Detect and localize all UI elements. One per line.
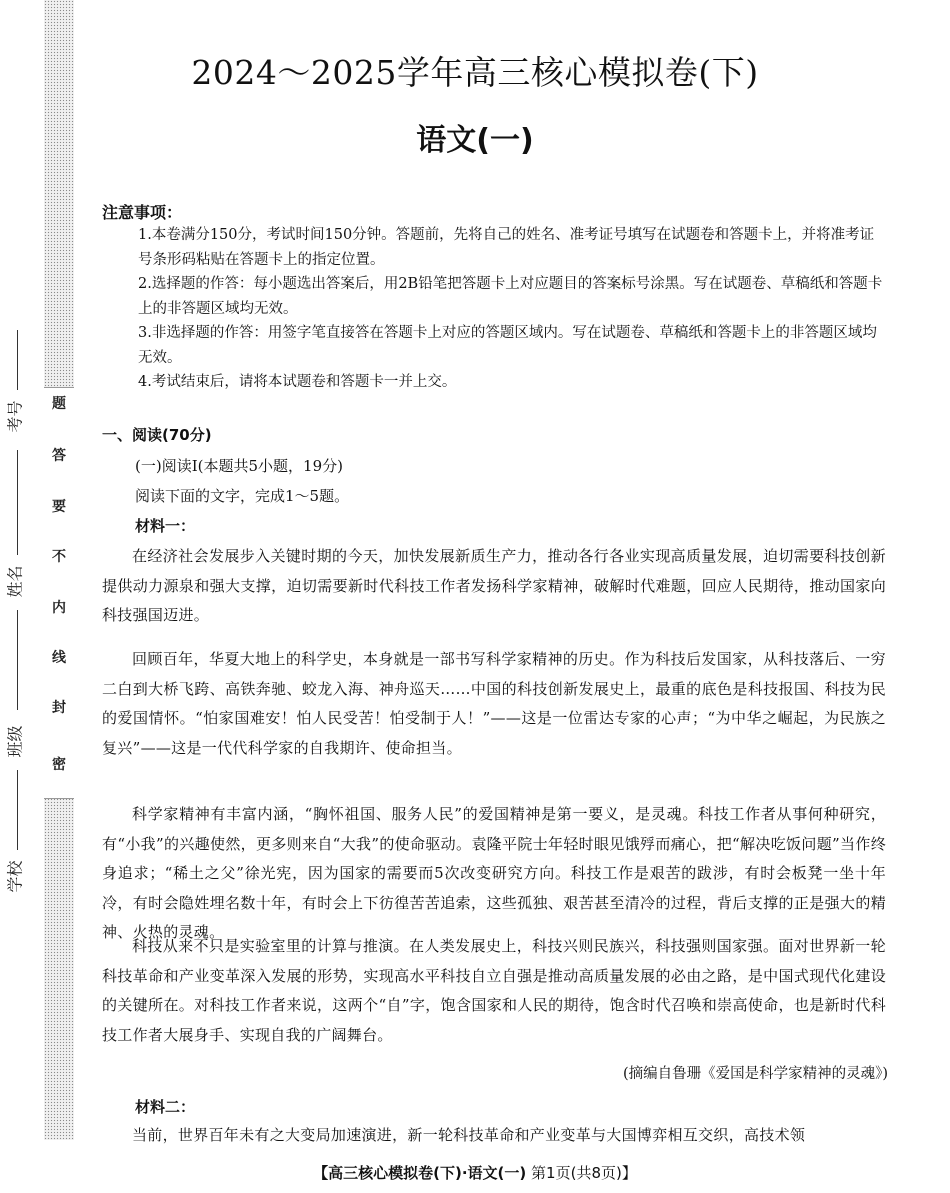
- seal-char: 题: [52, 396, 66, 412]
- notice-item: 2.选择题的作答：每小题选出答案后，用2B铅笔把答题卡上对应题目的答案标号涂黑。写在试题卷、草稿纸和答题卡上的非答题区域均无效。: [138, 276, 883, 317]
- label-xuexiao: 学校: [5, 860, 25, 893]
- paragraph: 回顾百年，华夏大地上的科学史，本身就是一部书写科学家精神的历史。作为科技后发国家，从科技落后、一穷二白到大桥飞跨、高铁奔驰、蛟龙入海、神舟巡天……中国的科技创新发展史上，最重的底色是科技报国、科技为民的爱国情怀。“怕家国难安！怕人民受苦！怕受制于人！”——这是一位雷达专家的心声；“为中华之崛起，为民族之复兴”——这是一代代科学家的自我期许、使命担当。: [102, 650, 886, 757]
- subsection-heading: (一)阅读Ⅰ(本题共5小题，19分): [135, 457, 343, 475]
- xingming-line: [17, 450, 18, 555]
- seal-char: 封: [52, 700, 66, 716]
- subject-title: 语文(一): [416, 123, 534, 158]
- seal-char: 密: [52, 757, 66, 773]
- material2-label: 材料二：: [135, 1098, 196, 1116]
- notice-item: 4.考试结束后，请将本试题卷和答题卡一并上交。: [138, 374, 457, 390]
- exam-title: 2024～2025学年高三核心模拟卷(下): [191, 53, 759, 92]
- seal-char: 线: [52, 650, 66, 666]
- notice-heading: 注意事项：: [102, 203, 183, 222]
- kaohao-line: [17, 330, 18, 390]
- page-footer: [0, 1162, 950, 1183]
- source-citation: (摘编自鲁珊《爱国是科学家精神的灵魂》): [622, 1066, 888, 1082]
- seal-char: 内: [52, 600, 66, 616]
- section-heading: 一、阅读(70分): [102, 426, 212, 444]
- label-banji: 班级: [5, 725, 25, 758]
- paragraph: 当前，世界百年未有之大变局加速演进，新一轮科技革命和产业变革与大国博弈相互交织，高技术领: [132, 1126, 806, 1144]
- instruction: 阅读下面的文字，完成1～5题。: [135, 487, 350, 505]
- paragraph: 科技从来不只是实验室里的计算与推演。在人类发展史上，科技兴则民族兴，科技强则国家强。面对世界新一轮科技革命和产业变革深入发展的形势，实现高水平科技自立自强是推动高质量发展的必由之路，是中国式现代化建设的关键所在。对科技工作者来说，这两个“自”字，饱含国家和人民的期待，饱含时代召唤和崇高使命，也是新时代科技工作者大展身手、实现自我的广阔舞台。: [102, 937, 886, 1044]
- material1-label: 材料一：: [135, 517, 196, 535]
- paragraph: 科学家精神有丰富内涵，“胸怀祖国、服务人民”的爱国精神是第一要义，是灵魂。科技工作者从事何种研究，有“小我”的兴趣使然，更多则来自“大我”的使命驱动。袁隆平院士年轻时眼见饿殍而痛心，把“解决吃饭问题”当作终身追求；“稀土之父”徐光宪，因为国家的需要而5次改变研究方向。科技工作是艰苦的跋涉，有时会板凳一坐十年冷，有时会隐姓埋名数十年，有时会上下彷徨苦苦追索，这些孤独、艰苦甚至清冷的过程，背后支撑的正是强大的精神、火热的灵魂。: [102, 805, 886, 941]
- label-xingming: 姓名: [5, 565, 25, 598]
- seal-char: 不: [52, 549, 66, 565]
- notice-item: 3.非选择题的作答：用签字笔直接答在答题卡上对应的答题区域内。写在试题卷、草稿纸和答题卡上的非答题区域均无效。: [138, 325, 877, 366]
- paragraph: 在经济社会发展步入关键时期的今天，加快发展新质生产力，推动各行各业实现高质量发展，迫切需要科技创新提供动力源泉和强大支撑，迫切需要新时代科技工作者发扬科学家精神，破解时代难题，回应人民期待，推动国家向科技强国迈进。: [102, 547, 886, 624]
- label-kaohao: 考号: [5, 400, 25, 433]
- xuexiao-line: [17, 770, 18, 850]
- notice-item: 1.本卷满分150分，考试时间150分钟。答题前，先将自己的姓名、准考证号填写在试题卷和答题卡上，并将准考证号条形码粘贴在答题卡上的指定位置。: [138, 227, 875, 268]
- footer-title: 【高三核心模拟卷(下)·语文(一): [313, 1164, 527, 1182]
- banji-line: [17, 610, 18, 710]
- seal-char: 答: [52, 448, 66, 464]
- seal-char: 要: [52, 499, 66, 515]
- footer-page: 第1页(共8页)】: [531, 1164, 637, 1182]
